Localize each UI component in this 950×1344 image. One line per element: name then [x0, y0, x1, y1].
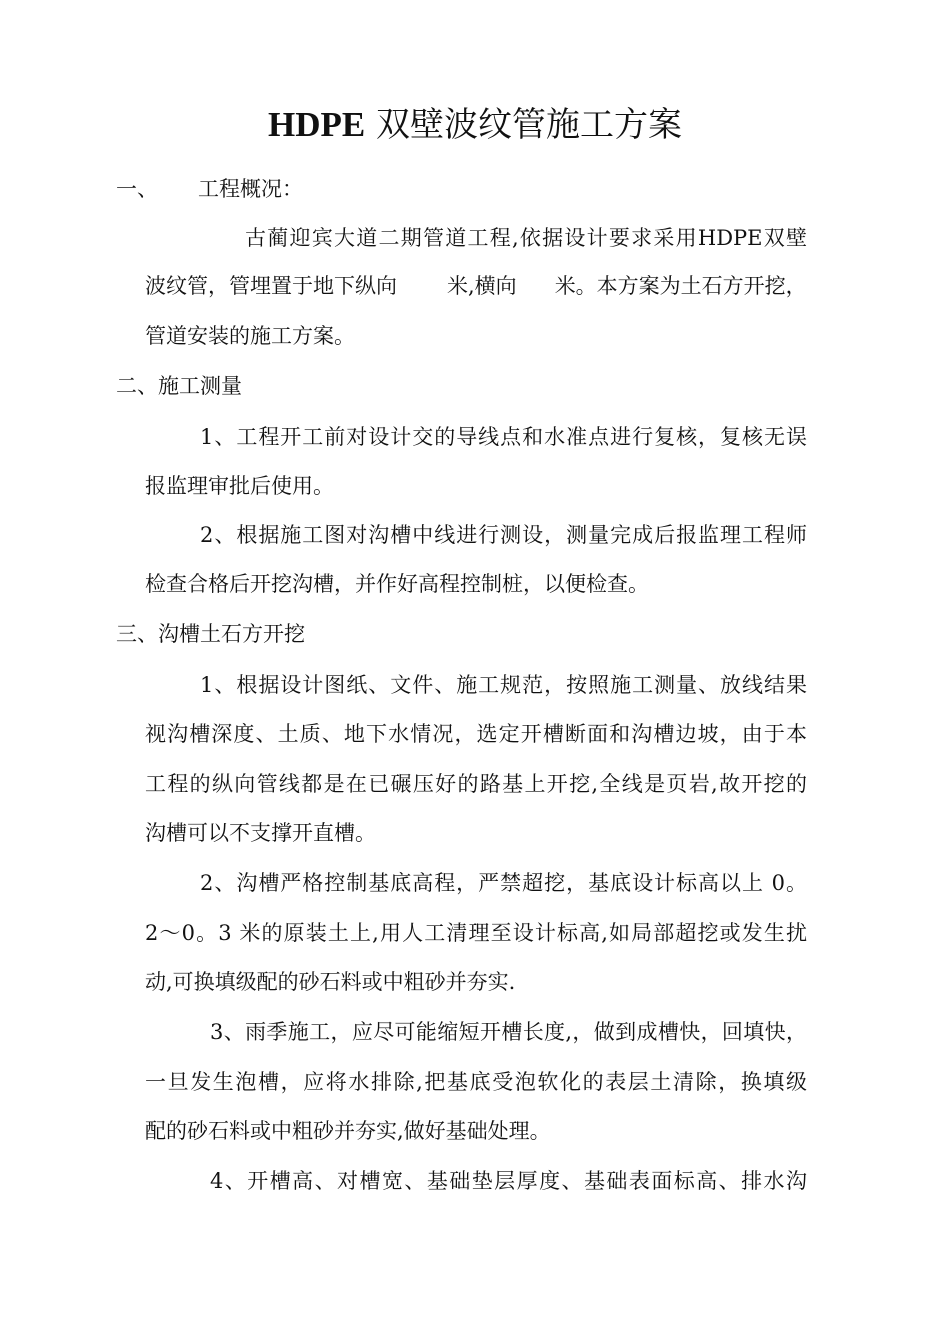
section-1-line-2-part-a: 波纹管，管埋置于地下纵向 — [145, 274, 397, 298]
section-1-number: 一、 — [116, 177, 158, 201]
section-3-item-2-line-2: 2～0。3 米的原装土上,用人工清理至设计标高,如局部超挖或发生扰 — [145, 921, 807, 945]
section-3-item-4-line-1: 4、开槽高、对槽宽、基础垫层厚度、基础表面标高、排水沟 — [210, 1169, 807, 1193]
section-3-item-2-line-3: 动,可换填级配的砂石料或中粗砂并夯实. — [145, 970, 516, 994]
title-latin-part: HDPE — [267, 105, 366, 144]
section-1-line-1: 古蔺迎宾大道二期管道工程,依据设计要求采用HDPE双壁 — [245, 226, 807, 250]
section-2-item-1-line-1: 1、工程开工前对设计交的导线点和水准点进行复核，复核无误 — [200, 425, 807, 449]
section-3-item-1-line-2: 视沟槽深度、土质、地下水情况，选定开槽断面和沟槽边坡，由于本 — [145, 722, 807, 746]
title-cjk-part: 双壁波纹管施工方案 — [376, 105, 683, 145]
section-2-heading: 二、施工测量 — [116, 374, 242, 398]
section-1-heading — [116, 174, 303, 204]
section-1-line-2-part-b: 米,横向 — [447, 274, 517, 298]
section-1-title: 工程概况： — [198, 177, 303, 201]
section-2-item-1-line-2: 报监理审批后使用。 — [145, 474, 334, 498]
section-3-item-1-line-3: 工程的纵向管线都是在已碾压好的路基上开挖,全线是页岩,故开挖的 — [145, 772, 807, 796]
section-2-item-2-line-2: 检查合格后开挖沟槽，并作好高程控制桩，以便检查。 — [145, 572, 649, 596]
section-1-line-3: 管道安装的施工方案。 — [145, 324, 355, 348]
section-1-line-2 — [145, 271, 807, 301]
section-3-item-3-line-2: 一旦发生泡槽，应将水排除,把基底受泡软化的表层土清除，换填级 — [145, 1070, 807, 1094]
section-1-line-2-part-c: 米。本方案为土石方开挖， — [554, 274, 807, 298]
document-title — [0, 100, 950, 150]
section-3-heading: 三、沟槽土石方开挖 — [116, 622, 305, 646]
section-3-item-1-line-1: 1、根据设计图纸、文件、施工规范，按照施工测量、放线结果 — [200, 673, 807, 697]
section-2-item-2-line-1: 2、根据施工图对沟槽中线进行测设，测量完成后报监理工程师 — [200, 523, 807, 547]
section-3-item-3-line-3: 配的砂石料或中粗砂并夯实,做好基础处理。 — [145, 1119, 551, 1143]
section-3-item-1-line-4: 沟槽可以不支撑开直槽。 — [145, 821, 376, 845]
section-3-item-3-line-1: 3、雨季施工，应尽可能缩短开槽长度,，做到成槽快，回填快， — [210, 1020, 807, 1044]
section-3-item-2-line-1: 2、沟槽严格控制基底高程，严禁超挖，基底设计标高以上 0。 — [200, 871, 807, 895]
